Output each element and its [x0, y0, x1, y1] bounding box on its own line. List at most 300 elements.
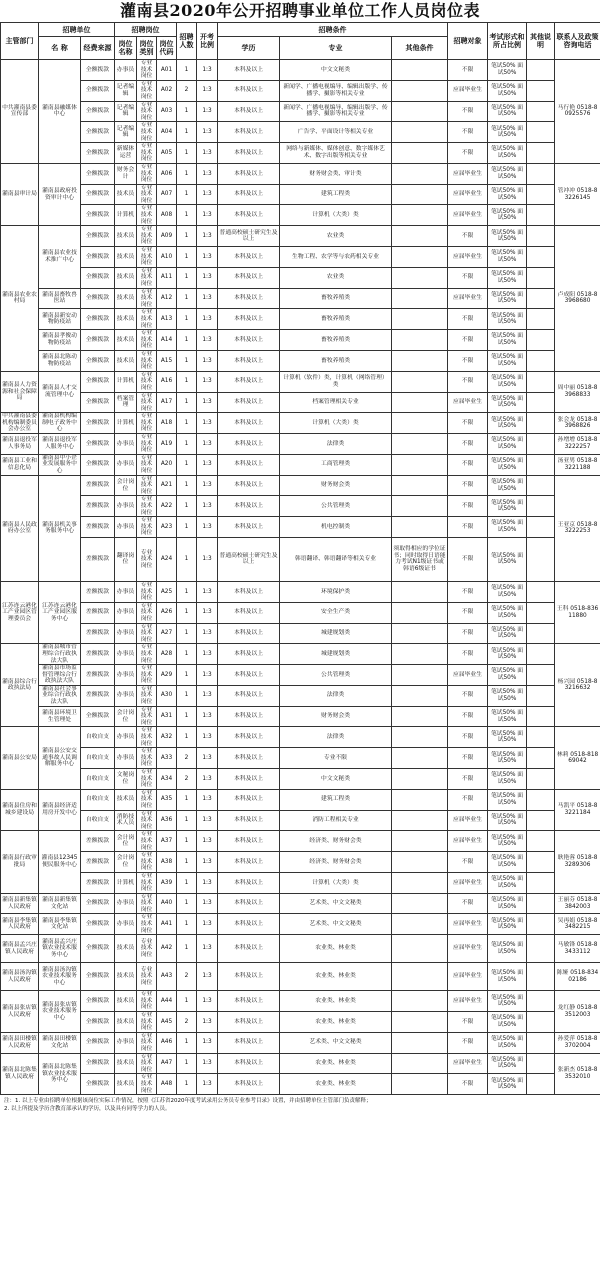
edu-cell: 本科及以上 [218, 1012, 280, 1033]
major-cell: 农业类、林业类 [280, 1074, 392, 1095]
post-type-cell: 专业技术岗位 [137, 1012, 157, 1033]
dept-cell: 灌南县工业和信息化局 [1, 454, 39, 475]
major-cell: 财务财会类 [280, 706, 392, 727]
other-cell [392, 434, 448, 455]
major-cell: 经济类、财务财会类 [280, 831, 392, 852]
post-type-cell: 专业技术岗位 [137, 454, 157, 475]
post-name-cell: 翻译岗位 [115, 537, 137, 581]
other-cell [392, 350, 448, 371]
funding-cell: 全额拨款 [81, 267, 115, 288]
header-post-type: 岗位类别 [137, 37, 157, 60]
post-code-cell: A44 [157, 991, 177, 1012]
notes-cell [527, 80, 555, 101]
unit-cell: 灌南县李集镇文化站 [39, 914, 81, 935]
table-row [1, 789, 600, 810]
count-cell: 1 [177, 101, 197, 122]
other-cell [392, 330, 448, 351]
target-cell: 应届毕业生 [448, 1053, 488, 1074]
edu-cell: 本科及以上 [218, 914, 280, 935]
table-row [1, 205, 600, 226]
post-code-cell: A42 [157, 935, 177, 963]
post-type-cell: 专业技术岗位 [137, 623, 157, 644]
count-cell: 1 [177, 143, 197, 164]
notes-cell [527, 1012, 555, 1033]
notes-cell [527, 810, 555, 831]
edu-cell: 本科及以上 [218, 60, 280, 81]
contact-cell: 马敏锋 0518-83433112 [555, 935, 600, 963]
table-row [1, 1012, 600, 1033]
edu-cell: 本科及以上 [218, 1053, 280, 1074]
post-name-cell: 技术员 [115, 267, 137, 288]
ratio-cell: 1:3 [197, 60, 218, 81]
count-cell: 1 [177, 665, 197, 686]
exam-cell: 笔试50% 面试50% [488, 537, 527, 581]
edu-cell: 本科及以上 [218, 350, 280, 371]
notes-cell [527, 706, 555, 727]
funding-cell: 全额拨款 [81, 413, 115, 434]
funding-cell: 全额拨款 [81, 350, 115, 371]
edu-cell: 本科及以上 [218, 644, 280, 665]
count-cell: 1 [177, 1053, 197, 1074]
target-cell: 不限 [448, 644, 488, 665]
edu-cell: 本科及以上 [218, 810, 280, 831]
header-edu: 学历 [218, 37, 280, 60]
post-name-cell: 文秘岗位 [115, 769, 137, 790]
target-cell: 不限 [448, 893, 488, 914]
header-post-code: 岗位代码 [157, 37, 177, 60]
count-cell: 1 [177, 537, 197, 581]
funding-cell: 自收自支 [81, 769, 115, 790]
notes-cell [527, 1032, 555, 1053]
notes-cell [527, 893, 555, 914]
other-cell [392, 475, 448, 496]
table-row [1, 226, 600, 247]
post-name-cell: 计算机 [115, 872, 137, 893]
target-cell: 应届毕业生 [448, 935, 488, 963]
major-cell: 机电控制类 [280, 517, 392, 538]
post-code-cell: A20 [157, 454, 177, 475]
count-cell: 1 [177, 1074, 197, 1095]
notes-cell [527, 247, 555, 268]
unit-cell: 灌南县新安动物防疫站 [39, 309, 81, 330]
contact-cell: 吴再娟 0518-83482215 [555, 914, 600, 935]
count-cell: 2 [177, 1012, 197, 1033]
notes-cell [527, 914, 555, 935]
target-cell: 不限 [448, 496, 488, 517]
count-cell: 2 [177, 748, 197, 769]
ratio-cell: 1:3 [197, 122, 218, 143]
ratio-cell: 1:3 [197, 1032, 218, 1053]
unit-cell: 灌南县北陈动物防疫站 [39, 350, 81, 371]
count-cell: 1 [177, 205, 197, 226]
contact-cell: 张新杰 0518-83532010 [555, 1053, 600, 1095]
ratio-cell: 1:3 [197, 371, 218, 392]
post-name-cell: 办事员 [115, 644, 137, 665]
post-type-cell: 专业技术岗位 [137, 831, 157, 852]
funding-cell: 差额拨款 [81, 852, 115, 873]
target-cell: 不限 [448, 581, 488, 602]
edu-cell: 本科及以上 [218, 581, 280, 602]
other-cell [392, 872, 448, 893]
exam-cell: 笔试50% 面试50% [488, 665, 527, 686]
exam-cell: 笔试50% 面试50% [488, 101, 527, 122]
post-type-cell: 专业技术岗位 [137, 727, 157, 748]
post-type-cell: 专业技术岗位 [137, 685, 157, 706]
target-cell: 应届毕业生 [448, 80, 488, 101]
ratio-cell: 1:3 [197, 852, 218, 873]
footnote-1: 注：1. 以上专业由招聘单位根据该岗位实际工作情况，按照《江苏省2020年度考试录用公务员专业参考目录》设置，并由招聘单位主管部门负责解释； [4, 1098, 372, 1105]
major-cell: 法律类 [280, 727, 392, 748]
funding-cell: 全额拨款 [81, 101, 115, 122]
target-cell: 不限 [448, 101, 488, 122]
unit-cell: 灌南县融媒体中心 [39, 60, 81, 164]
funding-cell: 差额拨款 [81, 517, 115, 538]
notes-cell [527, 727, 555, 748]
post-type-cell: 专业技术岗位 [137, 143, 157, 164]
other-cell [392, 963, 448, 991]
edu-cell: 本科及以上 [218, 496, 280, 517]
other-cell [392, 309, 448, 330]
other-cell [392, 769, 448, 790]
edu-cell: 本科及以上 [218, 267, 280, 288]
post-code-cell: A32 [157, 727, 177, 748]
target-cell: 不限 [448, 748, 488, 769]
target-cell: 不限 [448, 475, 488, 496]
target-cell: 不限 [448, 143, 488, 164]
ratio-cell: 1:3 [197, 1074, 218, 1095]
post-code-cell: A22 [157, 496, 177, 517]
unit-cell: 灌南县汤沟镇农业技术服务中心 [39, 963, 81, 991]
table-row [1, 184, 600, 205]
post-name-cell: 技术员 [115, 350, 137, 371]
post-name-cell: 办事员 [115, 496, 137, 517]
edu-cell: 本科及以上 [218, 831, 280, 852]
contact-cell: 王亚京 0518-83222253 [555, 475, 600, 581]
table-row [1, 748, 600, 769]
count-cell: 1 [177, 454, 197, 475]
count-cell: 2 [177, 963, 197, 991]
notes-cell [527, 413, 555, 434]
post-code-cell: A33 [157, 748, 177, 769]
post-type-cell: 专业技术岗位 [137, 581, 157, 602]
post-name-cell: 技术员 [115, 184, 137, 205]
table-row [1, 288, 600, 309]
dept-cell: 灌南县农业农村局 [1, 226, 39, 371]
post-code-cell: A35 [157, 789, 177, 810]
post-type-cell: 专业技术岗位 [137, 371, 157, 392]
ratio-cell: 1:3 [197, 80, 218, 101]
table-row [1, 163, 600, 184]
notes-cell [527, 434, 555, 455]
ratio-cell: 1:3 [197, 184, 218, 205]
major-cell: 计算机（大类）类 [280, 413, 392, 434]
target-cell: 不限 [448, 122, 488, 143]
count-cell: 1 [177, 914, 197, 935]
ratio-cell: 1:3 [197, 963, 218, 991]
post-name-cell: 记者编辑 [115, 80, 137, 101]
count-cell: 1 [177, 935, 197, 963]
post-code-cell: A48 [157, 1074, 177, 1095]
other-cell [392, 581, 448, 602]
contact-cell: 王丽芬 0518-83842003 [555, 893, 600, 914]
post-name-cell: 技术员 [115, 789, 137, 810]
edu-cell: 本科及以上 [218, 184, 280, 205]
ratio-cell: 1:3 [197, 288, 218, 309]
contact-cell: 周中丽 0518-83968833 [555, 371, 600, 413]
edu-cell: 本科及以上 [218, 101, 280, 122]
table-row [1, 872, 600, 893]
ratio-cell: 1:3 [197, 330, 218, 351]
funding-cell: 差额拨款 [81, 872, 115, 893]
contact-cell: 孙增增 0518-83222257 [555, 434, 600, 455]
other-cell [392, 644, 448, 665]
post-type-cell: 专业技术岗位 [137, 748, 157, 769]
post-code-cell: A27 [157, 623, 177, 644]
unit-cell: 灌南县机构编制电子政务中心 [39, 413, 81, 434]
major-cell: 农业类、林业类 [280, 935, 392, 963]
post-name-cell: 计算机 [115, 205, 137, 226]
edu-cell: 本科及以上 [218, 309, 280, 330]
post-code-cell: A31 [157, 706, 177, 727]
post-type-cell: 专业技术岗位 [137, 893, 157, 914]
exam-cell: 笔试50% 面试50% [488, 226, 527, 247]
major-cell: 公共管理类 [280, 665, 392, 686]
exam-cell: 笔试50% 面试50% [488, 143, 527, 164]
other-cell [392, 914, 448, 935]
major-cell: 中文文秘类 [280, 769, 392, 790]
ratio-cell: 1:3 [197, 644, 218, 665]
post-type-cell: 专业技术岗位 [137, 60, 157, 81]
major-cell: 生物工程、农学等与农药相关专业 [280, 247, 392, 268]
other-cell [392, 831, 448, 852]
unit-cell: 灌南县畜牧兽医站 [39, 288, 81, 309]
post-name-cell: 办事员 [115, 665, 137, 686]
other-cell [392, 247, 448, 268]
major-cell: 工商管理类 [280, 454, 392, 475]
count-cell: 1 [177, 184, 197, 205]
exam-cell: 笔试50% 面试50% [488, 644, 527, 665]
notes-cell [527, 143, 555, 164]
notes-cell [527, 517, 555, 538]
header-cond-group: 招聘条件 [218, 23, 448, 37]
post-code-cell: A05 [157, 143, 177, 164]
ratio-cell: 1:3 [197, 517, 218, 538]
major-cell: 公共管理类 [280, 496, 392, 517]
header-funding: 经费来源 [81, 37, 115, 60]
post-name-cell: 办事员 [115, 914, 137, 935]
dept-cell: 灌南县新集镇人民政府 [1, 893, 39, 914]
post-name-cell: 消防技术人员 [115, 810, 137, 831]
contact-cell: 管冲冲 0518-83226145 [555, 163, 600, 225]
count-cell: 1 [177, 644, 197, 665]
unit-cell: 灌南县市场监督管理综合行政执法大队 [39, 665, 81, 686]
exam-cell: 笔试50% 面试50% [488, 309, 527, 330]
funding-cell: 差额拨款 [81, 496, 115, 517]
ratio-cell: 1:3 [197, 1012, 218, 1033]
table-row [1, 706, 600, 727]
target-cell: 不限 [448, 537, 488, 581]
post-type-cell: 专业技术岗位 [137, 963, 157, 991]
count-cell: 1 [177, 267, 197, 288]
edu-cell: 本科及以上 [218, 454, 280, 475]
post-code-cell: A36 [157, 810, 177, 831]
target-cell: 不限 [448, 454, 488, 475]
notes-cell [527, 748, 555, 769]
dept-cell: 灌南县行政审批局 [1, 831, 39, 893]
edu-cell: 普通高校硕士研究生及以上 [218, 226, 280, 247]
post-type-cell: 专业技术岗位 [137, 496, 157, 517]
post-code-cell: A39 [157, 872, 177, 893]
funding-cell: 全额拨款 [81, 205, 115, 226]
unit-cell: 江苏连云港化工产业园区服务中心 [39, 581, 81, 643]
post-code-cell: A16 [157, 371, 177, 392]
post-name-cell: 记者编辑 [115, 101, 137, 122]
count-cell: 1 [177, 330, 197, 351]
ratio-cell: 1:3 [197, 602, 218, 623]
post-code-cell: A41 [157, 914, 177, 935]
post-type-cell: 专业技术岗位 [137, 267, 157, 288]
table-row [1, 122, 600, 143]
unit-cell: 灌南县政府投资审计中心 [39, 163, 81, 225]
post-name-cell: 技术员 [115, 226, 137, 247]
other-cell [392, 1032, 448, 1053]
post-code-cell: A26 [157, 602, 177, 623]
funding-cell: 全额拨款 [81, 893, 115, 914]
exam-cell: 笔试50% 面试50% [488, 748, 527, 769]
post-name-cell: 技术员 [115, 1012, 137, 1033]
count-cell: 1 [177, 392, 197, 413]
header-dept: 主管部门 [1, 23, 39, 60]
table-row [1, 434, 600, 455]
major-cell: 经济类、财务财会类 [280, 852, 392, 873]
ratio-cell: 1:3 [197, 1053, 218, 1074]
table-row [1, 309, 600, 330]
dept-cell: 中共灌南县委宣传部 [1, 60, 39, 164]
unit-cell: 灌南县环境卫生管理处 [39, 706, 81, 727]
post-type-cell: 专业技术岗位 [137, 80, 157, 101]
post-code-cell: A06 [157, 163, 177, 184]
edu-cell: 本科及以上 [218, 706, 280, 727]
target-cell: 不限 [448, 517, 488, 538]
post-type-cell: 专业技术岗位 [137, 935, 157, 963]
exam-cell: 笔试50% 面试50% [488, 205, 527, 226]
notes-cell [527, 101, 555, 122]
target-cell: 不限 [448, 1032, 488, 1053]
funding-cell: 差额拨款 [81, 831, 115, 852]
table-row [1, 1074, 600, 1095]
post-code-cell: A13 [157, 309, 177, 330]
target-cell: 不限 [448, 226, 488, 247]
ratio-cell: 1:3 [197, 706, 218, 727]
post-type-cell: 专业技术岗位 [137, 475, 157, 496]
other-cell [392, 122, 448, 143]
target-cell: 不限 [448, 706, 488, 727]
exam-cell: 笔试50% 面试50% [488, 623, 527, 644]
target-cell: 应届毕业生 [448, 963, 488, 991]
other-cell [392, 205, 448, 226]
edu-cell: 本科及以上 [218, 288, 280, 309]
post-code-cell: A34 [157, 769, 177, 790]
footnote-2: 2. 以上所提及学历含教育部承认的学历，以及具有同等学力的人员。 [4, 1106, 171, 1113]
major-cell: 法律类 [280, 685, 392, 706]
unit-cell: 灌南县经济适用房开发中心 [39, 789, 81, 831]
other-cell [392, 184, 448, 205]
ratio-cell: 1:3 [197, 769, 218, 790]
unit-cell: 灌南县孟兴庄镇农业技术服务中心 [39, 935, 81, 963]
exam-cell: 笔试50% 面试50% [488, 517, 527, 538]
notes-cell [527, 392, 555, 413]
major-cell: 安全生产类 [280, 602, 392, 623]
table-row [1, 963, 600, 991]
post-name-cell: 技术员 [115, 991, 137, 1012]
other-cell [392, 143, 448, 164]
post-type-cell: 专业技术岗位 [137, 537, 157, 581]
count-cell: 1 [177, 1032, 197, 1053]
count-cell: 1 [177, 831, 197, 852]
ratio-cell: 1:3 [197, 831, 218, 852]
header-contact: 联系人及政策咨询电话 [555, 23, 600, 60]
post-code-cell: A30 [157, 685, 177, 706]
unit-cell: 灌南县孝俊动物防疫站 [39, 330, 81, 351]
major-cell: 法律类 [280, 434, 392, 455]
header-post-group: 招聘岗位 [115, 23, 177, 37]
count-cell: 1 [177, 706, 197, 727]
post-code-cell: A18 [157, 413, 177, 434]
target-cell: 不限 [448, 602, 488, 623]
header-notes: 其他说明 [527, 23, 555, 60]
major-cell: 计算机（大类）类 [280, 872, 392, 893]
contact-cell: 马行艳 0518-80925576 [555, 60, 600, 164]
post-name-cell: 办事员 [115, 685, 137, 706]
major-cell: 专业不限 [280, 748, 392, 769]
ratio-cell: 1:3 [197, 665, 218, 686]
major-cell: 城建规划类 [280, 644, 392, 665]
funding-cell: 自收自支 [81, 748, 115, 769]
edu-cell: 本科及以上 [218, 1032, 280, 1053]
table-row [1, 371, 600, 392]
ratio-cell: 1:3 [197, 413, 218, 434]
target-cell: 不限 [448, 685, 488, 706]
funding-cell: 全额拨款 [81, 371, 115, 392]
table-row [1, 1032, 600, 1053]
table-row [1, 769, 600, 790]
funding-cell: 全额拨款 [81, 122, 115, 143]
edu-cell: 本科及以上 [218, 371, 280, 392]
other-cell [392, 893, 448, 914]
exam-cell: 笔试50% 面试50% [488, 267, 527, 288]
post-type-cell: 专业技术岗位 [137, 1053, 157, 1074]
dept-cell: 灌南县公安局 [1, 727, 39, 789]
notes-cell [527, 350, 555, 371]
post-type-cell: 专业技术岗位 [137, 810, 157, 831]
edu-cell: 本科及以上 [218, 893, 280, 914]
notes-cell [527, 309, 555, 330]
unit-cell: 灌南县12345便民服务中心 [39, 831, 81, 893]
target-cell: 应届毕业生 [448, 872, 488, 893]
funding-cell: 全额拨款 [81, 143, 115, 164]
funding-cell: 全额拨款 [81, 991, 115, 1012]
post-type-cell: 专业技术岗位 [137, 330, 157, 351]
post-code-cell: A01 [157, 60, 177, 81]
post-name-cell: 档案管理 [115, 392, 137, 413]
table-row [1, 496, 600, 517]
post-type-cell: 专业技术岗位 [137, 350, 157, 371]
count-cell: 1 [177, 789, 197, 810]
notes-cell [527, 685, 555, 706]
target-cell: 应届毕业生 [448, 914, 488, 935]
notes-cell [527, 991, 555, 1012]
other-cell [392, 706, 448, 727]
